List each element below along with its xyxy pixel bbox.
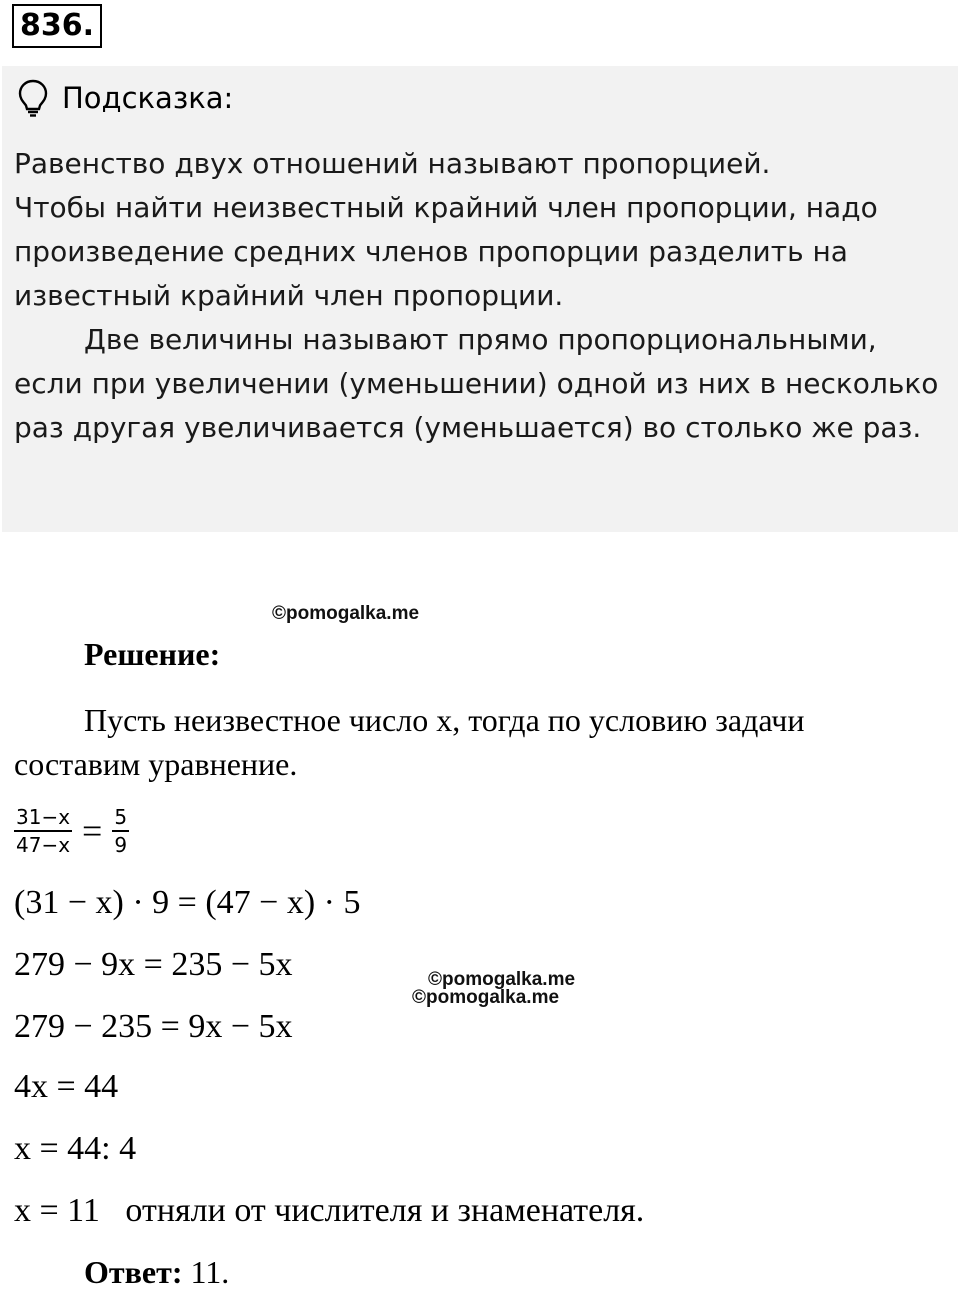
fraction-right <box>112 804 129 858</box>
hint-line: Чтобы найти неизвестный крайний член пропорции, надо произведение средних членов пропорции разделить на известный крайний член пропорции. <box>14 191 878 312</box>
solution-intro <box>14 698 934 786</box>
answer <box>84 1254 229 1291</box>
solution-step: x = 11 отняли от числителя и знаменателя. <box>14 1192 645 1229</box>
solution-intro-text: Пусть неизвестное число x, тогда по условию задачи составим уравнение. <box>14 702 805 782</box>
fraction-right-numerator: 5 <box>114 805 128 829</box>
hint-box <box>2 66 958 532</box>
solution-step: 4x = 44 <box>14 1068 119 1105</box>
answer-label: Ответ: <box>84 1254 183 1290</box>
solution-step: 279 − 9x = 235 − 5x <box>14 946 293 983</box>
hint-text <box>14 142 944 450</box>
hint-header <box>18 78 233 118</box>
solution-step: 279 − 235 = 9x − 5x <box>14 1008 293 1045</box>
watermark: ©pomogalka.me <box>272 603 420 624</box>
answer-value: 11. <box>182 1254 230 1290</box>
problem-number: 836. <box>12 4 102 48</box>
hint-title: Подсказка: <box>62 81 234 115</box>
lightbulb-icon <box>18 79 48 117</box>
solution-step: x = 44: 4 <box>14 1130 137 1167</box>
hint-line: Две величины называют прямо пропорциональными, если при увеличении (уменьшении) одной из них в несколько раз другая увеличивается (уменьшается) во столько же раз. <box>14 323 939 444</box>
fraction-left-denominator: 47−x <box>14 830 72 858</box>
watermark: ©pomogalka.me <box>412 987 560 1008</box>
fraction-left-numerator: 31−x <box>16 805 71 829</box>
equals-sign: = <box>82 811 103 851</box>
hint-line: Равенство двух отношений называют пропорцией. <box>14 147 771 180</box>
watermark: ©pomogalka.me <box>428 969 576 990</box>
solution-title: Решение: <box>84 636 221 672</box>
fraction-right-denominator: 9 <box>112 830 129 858</box>
fraction-left <box>14 804 72 858</box>
proportion-equation <box>14 804 129 858</box>
solution-step: (31 − x) · 9 = (47 − x) · 5 <box>14 884 361 921</box>
